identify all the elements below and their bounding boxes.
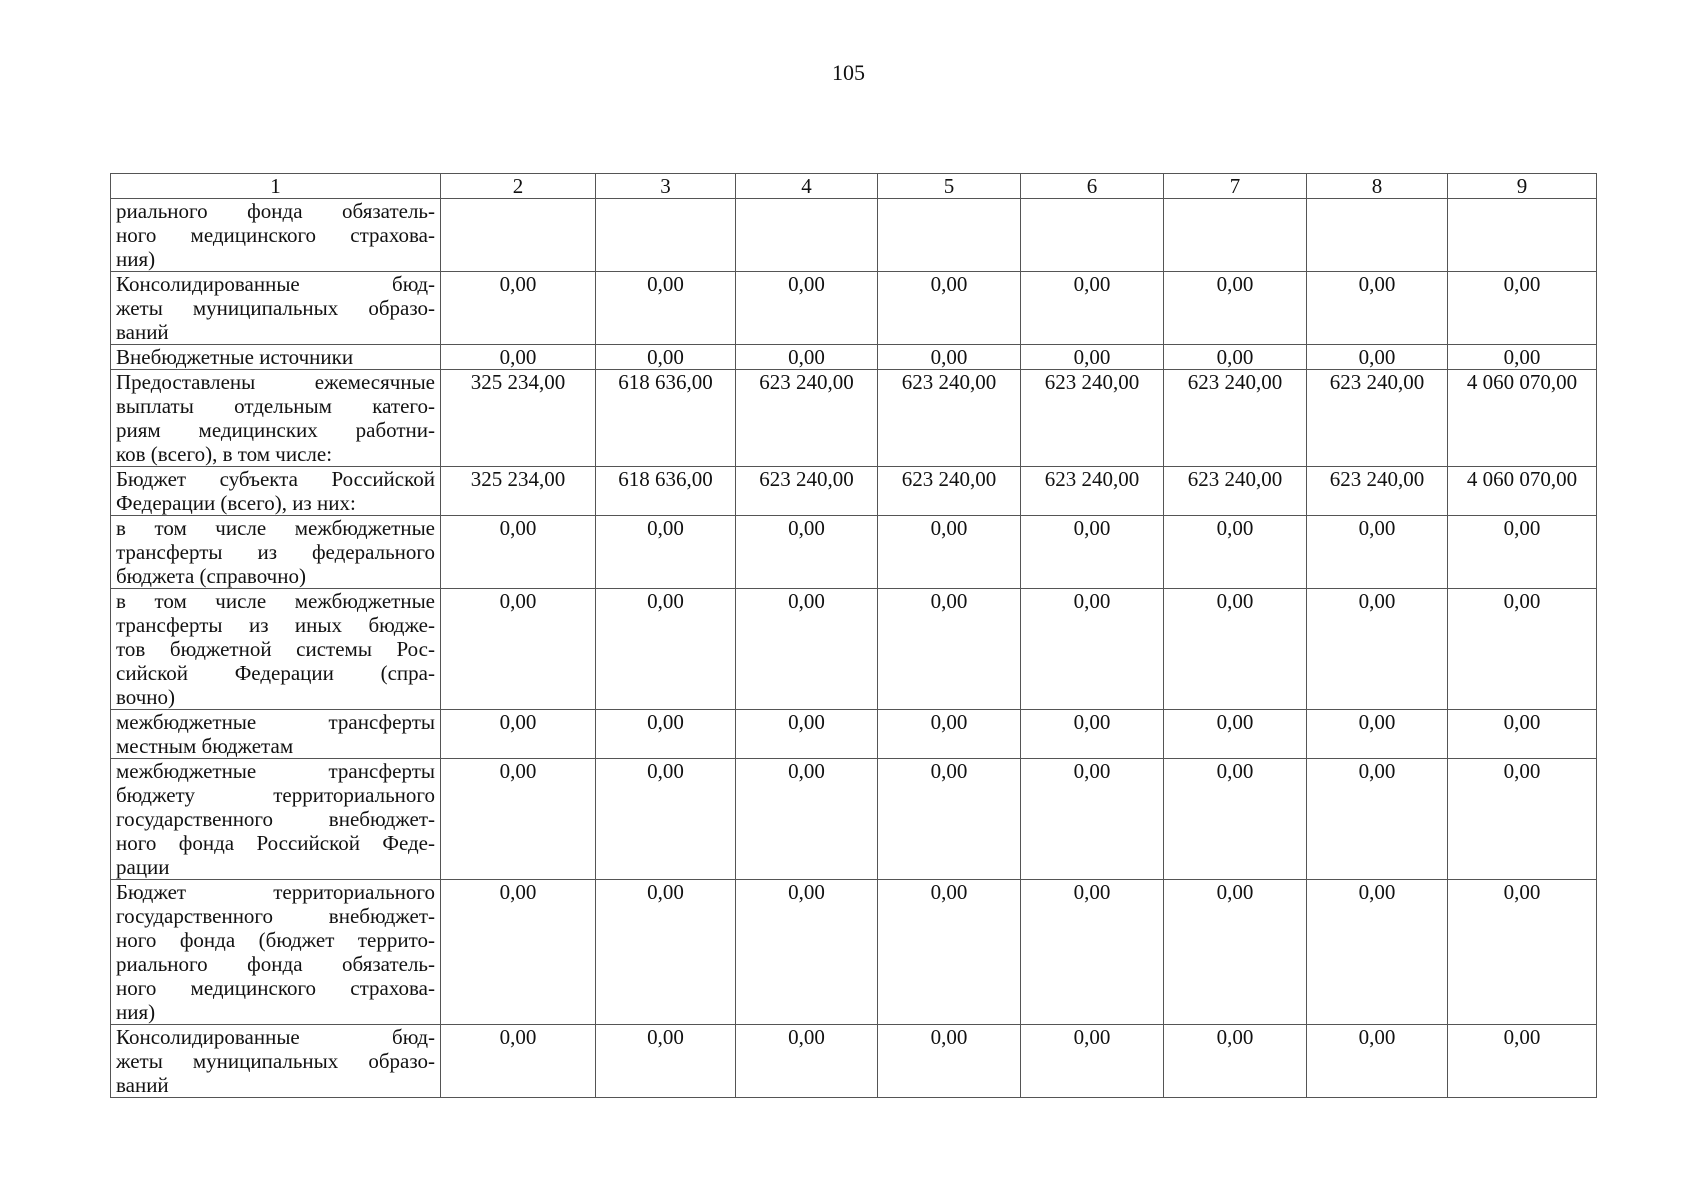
row-label [111,880,441,1025]
row-label-line: бюджету территориального [116,783,435,807]
value-cell: 0,00 [596,589,736,710]
value-cell: 0,00 [1164,589,1307,710]
value-cell: 0,00 [596,516,736,589]
value-cell: 0,00 [1021,880,1164,1025]
value-cell: 623 240,00 [1021,467,1164,516]
row-label-line: Бюджет субъекта Российской [116,467,435,491]
value-cell: 0,00 [878,272,1021,345]
row-label-line: риям медицинских работни- [116,418,435,442]
row-label-line: ного фонда (бюджет террито- [116,928,435,952]
value-cell: 0,00 [1448,516,1597,589]
value-cell: 0,00 [1307,710,1448,759]
row-label [111,199,441,272]
row-label-line: вочно) [116,685,176,709]
value-cell: 0,00 [1448,880,1597,1025]
value-cell: 0,00 [1164,345,1307,370]
value-cell: 0,00 [736,880,878,1025]
table-row [111,199,1597,272]
value-cell: 0,00 [1021,516,1164,589]
value-cell: 0,00 [1448,759,1597,880]
row-label-line: Внебюджетные источники [116,345,354,369]
value-cell: 0,00 [878,759,1021,880]
row-label-line: жеты муниципальных образо- [116,1049,435,1073]
value-cell: 0,00 [1448,589,1597,710]
value-cell: 0,00 [1448,1025,1597,1098]
row-label-line: государственного внебюджет- [116,904,435,928]
value-cell: 0,00 [596,345,736,370]
value-cell: 0,00 [878,710,1021,759]
value-cell: 623 240,00 [878,370,1021,467]
column-number: 1 [111,174,441,199]
row-label-line: жеты муниципальных образо- [116,296,435,320]
value-cell: 0,00 [736,272,878,345]
value-cell: 0,00 [1164,272,1307,345]
row-label-line: трансферты из иных бюдже- [116,613,435,637]
table-row [111,345,1597,370]
row-label-line: Консолидированные бюд- [116,1025,435,1049]
value-cell: 0,00 [1164,759,1307,880]
row-label-line: выплаты отдельным катего- [116,394,435,418]
row-label-line: Консолидированные бюд- [116,272,435,296]
row-label [111,589,441,710]
value-cell: 0,00 [441,1025,596,1098]
value-cell: 0,00 [878,1025,1021,1098]
table-row [111,467,1597,516]
row-label-line: ного медицинского страхова- [116,223,435,247]
table-header [111,174,1597,199]
value-cell: 0,00 [1448,272,1597,345]
table-row [111,710,1597,759]
column-number: 6 [1021,174,1164,199]
value-cell: 623 240,00 [736,370,878,467]
value-cell: 0,00 [596,710,736,759]
row-label [111,759,441,880]
value-cell [1164,199,1307,272]
value-cell: 325 234,00 [441,467,596,516]
row-label [111,710,441,759]
row-label-line: в том числе межбюджетные [116,516,435,540]
value-cell: 618 636,00 [596,370,736,467]
value-cell: 0,00 [1164,710,1307,759]
value-cell: 0,00 [1021,272,1164,345]
table-row [111,589,1597,710]
table-row [111,759,1597,880]
value-cell: 0,00 [441,589,596,710]
value-cell: 623 240,00 [1164,370,1307,467]
row-label-line: ния) [116,247,156,271]
value-cell: 0,00 [441,272,596,345]
value-cell: 325 234,00 [441,370,596,467]
value-cell: 0,00 [1021,1025,1164,1098]
value-cell: 618 636,00 [596,467,736,516]
value-cell: 623 240,00 [736,467,878,516]
value-cell: 0,00 [1164,516,1307,589]
value-cell: 0,00 [736,516,878,589]
value-cell: 0,00 [736,589,878,710]
row-label [111,1025,441,1098]
row-label-line: Бюджет территориального [116,880,435,904]
value-cell [596,199,736,272]
value-cell: 4 060 070,00 [1448,370,1597,467]
value-cell: 0,00 [1307,880,1448,1025]
value-cell: 0,00 [1307,589,1448,710]
row-label-line: рации [116,855,170,879]
value-cell: 0,00 [1307,345,1448,370]
row-label-line: Федерации (всего), из них: [116,491,356,515]
budget-table [110,173,1597,1098]
row-label-line: местным бюджетам [116,734,294,758]
value-cell: 623 240,00 [1021,370,1164,467]
column-number-row [111,174,1597,199]
row-label [111,370,441,467]
value-cell: 0,00 [596,759,736,880]
row-label-line: ков (всего), в том числе: [116,442,333,466]
value-cell: 0,00 [1307,1025,1448,1098]
page-number: 105 [832,60,865,85]
value-cell: 0,00 [596,880,736,1025]
value-cell: 0,00 [441,516,596,589]
column-number: 8 [1307,174,1448,199]
row-label-line: межбюджетные трансферты [116,759,435,783]
column-number: 7 [1164,174,1307,199]
table-row [111,516,1597,589]
value-cell: 0,00 [1021,589,1164,710]
value-cell [878,199,1021,272]
row-label [111,467,441,516]
value-cell: 0,00 [1021,759,1164,880]
value-cell [441,199,596,272]
row-label-line: ния) [116,1000,156,1024]
row-label-line: бюджета (справочно) [116,564,306,588]
value-cell: 0,00 [1307,272,1448,345]
value-cell: 0,00 [441,759,596,880]
row-label [111,272,441,345]
row-label-line: ваний [116,1073,169,1097]
table-row [111,272,1597,345]
value-cell: 0,00 [1307,516,1448,589]
row-label [111,516,441,589]
value-cell [736,199,878,272]
table-row [111,370,1597,467]
column-number: 3 [596,174,736,199]
value-cell: 623 240,00 [1307,370,1448,467]
value-cell: 0,00 [596,272,736,345]
row-label-line: в том числе межбюджетные [116,589,435,613]
row-label-line: Предоставлены ежемесячные [116,370,435,394]
value-cell: 0,00 [878,345,1021,370]
value-cell: 0,00 [878,880,1021,1025]
row-label [111,345,441,370]
value-cell: 4 060 070,00 [1448,467,1597,516]
value-cell: 0,00 [1021,710,1164,759]
row-label-line: межбюджетные трансферты [116,710,435,734]
value-cell: 623 240,00 [1307,467,1448,516]
value-cell [1448,199,1597,272]
value-cell [1021,199,1164,272]
row-label-line: риального фонда обязатель- [116,952,435,976]
row-label-line: ного фонда Российской Феде- [116,831,435,855]
value-cell: 0,00 [441,880,596,1025]
value-cell: 0,00 [736,345,878,370]
value-cell: 0,00 [1164,1025,1307,1098]
column-number: 2 [441,174,596,199]
value-cell: 0,00 [1448,345,1597,370]
row-label-line: сийской Федерации (спра- [116,661,435,685]
column-number: 5 [878,174,1021,199]
value-cell: 0,00 [1448,710,1597,759]
value-cell: 0,00 [878,516,1021,589]
value-cell: 0,00 [596,1025,736,1098]
value-cell: 0,00 [1164,880,1307,1025]
table-body [111,199,1597,1098]
value-cell [1307,199,1448,272]
value-cell: 623 240,00 [1164,467,1307,516]
row-label-line: трансферты из федерального [116,540,435,564]
value-cell: 0,00 [736,710,878,759]
column-number: 9 [1448,174,1597,199]
table-row [111,1025,1597,1098]
value-cell: 0,00 [1307,759,1448,880]
value-cell: 0,00 [736,1025,878,1098]
row-label-line: риального фонда обязатель- [116,199,435,223]
value-cell: 0,00 [1021,345,1164,370]
row-label-line: ного медицинского страхова- [116,976,435,1000]
row-label-line: государственного внебюджет- [116,807,435,831]
value-cell: 0,00 [441,710,596,759]
row-label-line: ваний [116,320,169,344]
value-cell: 623 240,00 [878,467,1021,516]
column-number: 4 [736,174,878,199]
row-label-line: тов бюджетной системы Рос- [116,637,435,661]
value-cell: 0,00 [441,345,596,370]
table-row [111,880,1597,1025]
value-cell: 0,00 [736,759,878,880]
value-cell: 0,00 [878,589,1021,710]
